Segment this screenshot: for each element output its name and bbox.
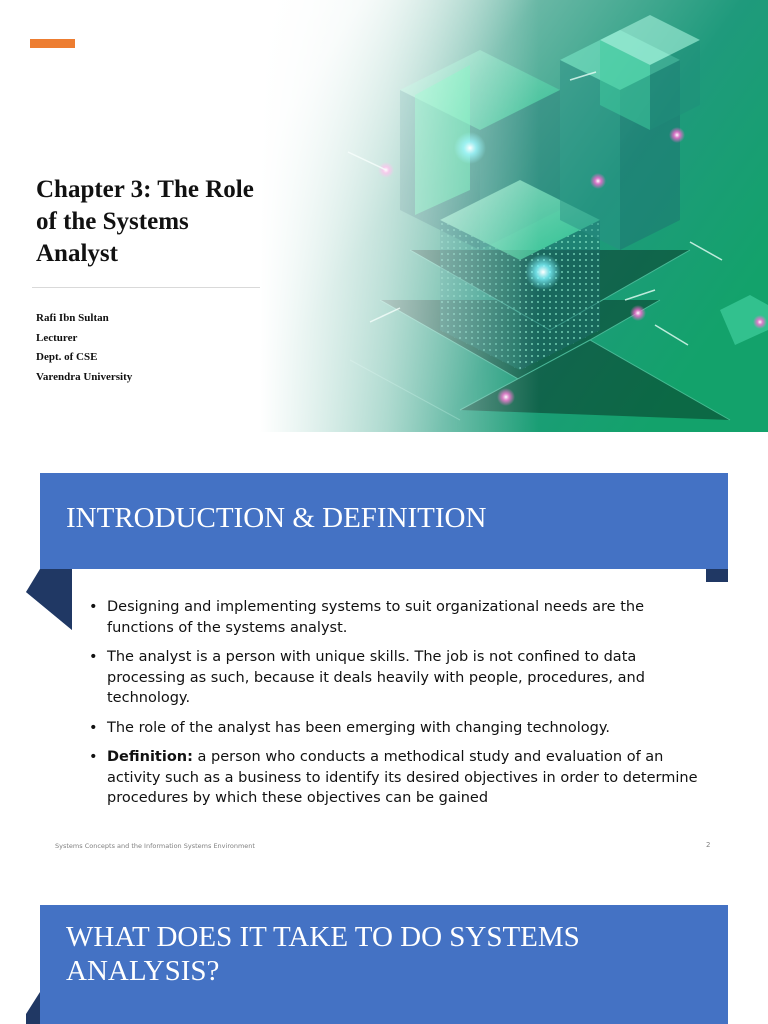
circuit-cubes-illustration: [260, 0, 768, 432]
intro-definition-slide: [0, 432, 768, 864]
bullet-item: • The analyst is a person with unique skills. The job is not confined to data processing as such, because it deals heavily with people, procedures, and technology.: [88, 647, 703, 709]
title-banner: [40, 905, 728, 1024]
author-name: Rafi Ibn Sultan: [36, 312, 109, 324]
slide-title: Chapter 3: The Role of the Systems Analyst: [36, 176, 254, 267]
title-banner: [40, 473, 728, 569]
slide-footer: Systems Concepts and the Information Systems Environment: [55, 842, 255, 850]
definition-label: Definition:: [107, 749, 193, 765]
author-university: Varendra University: [36, 370, 133, 383]
slide-heading: INTRODUCTION & DEFINITION: [66, 502, 487, 534]
author-block: [36, 309, 132, 387]
accent-bar: [30, 39, 75, 48]
definition-text: a person who conducts a methodical study and evaluation of an activity such as a business to identify its desired objectives in order to determine procedures by which these objectives can be gained: [107, 749, 698, 806]
author-department: Dept. of CSE: [36, 351, 98, 363]
title-divider: [32, 287, 282, 288]
page-number: 2: [706, 841, 711, 849]
slide-heading: WHAT DOES IT TAKE TO DO SYSTEMS ANALYSIS?: [66, 921, 580, 987]
bullet-item: • Designing and implementing systems to suit organizational needs are the functions of the systems analyst.: [88, 597, 703, 638]
bullet-list: [88, 597, 703, 818]
systems-analysis-slide: [0, 864, 768, 1024]
author-position: Lecturer: [36, 331, 78, 344]
bullet-item-definition: [88, 747, 703, 809]
bullet-item: • The role of the analyst has been emerging with changing technology.: [88, 718, 703, 739]
title-slide: [0, 0, 768, 432]
